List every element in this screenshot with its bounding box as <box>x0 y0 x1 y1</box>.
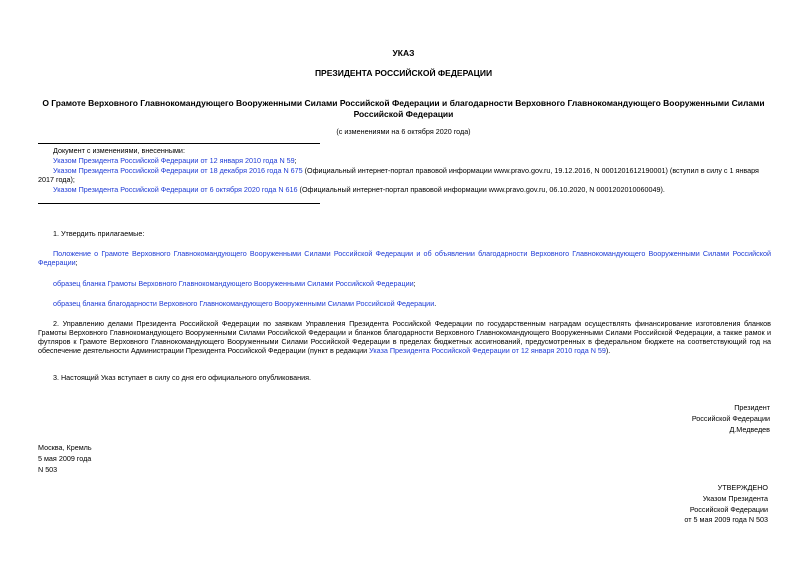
change-item <box>38 185 771 194</box>
document-subject: О Грамоте Верховного Главнокомандующего Вооруженными Силами Российской Федерации и благодарности Верховного Главнокомандующего Вооруженными Силами Российской Федерации <box>42 98 765 120</box>
paragraph-2-link[interactable]: Указа Президента Российской Федерации от 12 января 2010 года N 59 <box>369 346 606 355</box>
change-tail: (Официальный интернет-портал правовой информации www.pravo.gov.ru, 19.12.2016, N 0001201612190001) (вступил в силу с 1 января 2017 года); <box>38 166 759 184</box>
place-date-block <box>38 443 238 475</box>
change-link[interactable]: Указом Президента Российской Федерации от 12 января 2010 года N 59 <box>53 156 295 165</box>
attachment-link[interactable]: образец бланка Грамоты Верховного Главнокомандующего Вооруженными Силами Российской Федерации <box>53 279 414 288</box>
changes-block <box>38 146 771 194</box>
signature-title: Президент <box>734 403 770 412</box>
attachment-tail: ; <box>413 279 416 288</box>
document-number: N 503 <box>38 464 58 474</box>
change-tail: ; <box>294 156 297 165</box>
change-tail: (Официальный интернет-портал правовой информации www.pravo.gov.ru, 06.10.2020, N 0001202010060049). <box>297 185 665 194</box>
attachment-link[interactable]: образец бланка благодарности Верховного Главнокомандующего Вооруженными Силами Российской Федерации <box>53 299 435 308</box>
signature-block <box>560 403 770 435</box>
attachment-item <box>38 249 771 267</box>
paragraph-2-text: 2. Управлению делами Президента Российской Федерации по заявкам Управления Президента Российской Федерации по государственным наградам осуществлять финансирование изготовления бланков Грамоты Верховного Главнокомандующего Вооруженными Силами Российской Федерации и бланков благодарности Верховного Главнокомандующего Вооруженными Силами Российской Федерации, а также рамок и футляров к Грамоте Верховного Главнокомандующего Вооруженными Силами Российской Федерации в пределах бюджетных ассигнований, предусмотренных в федеральном бюджете на соответствующий год на обеспечение деятельности Администрации Президента Российской Федерации (пункт в редакции <box>38 319 771 355</box>
approval-line: Указом Президента <box>702 493 768 503</box>
attachment-item <box>53 279 771 288</box>
paragraph-2 <box>38 319 771 355</box>
changes-top-divider <box>38 143 320 144</box>
paragraph-2-tail: ). <box>605 346 611 355</box>
issuer-title: ПРЕЗИДЕНТА РОССИЙСКОЙ ФЕДЕРАЦИИ <box>314 68 493 78</box>
paragraph-3: 3. Настоящий Указ вступает в силу со дня его официального опубликования. <box>53 373 312 382</box>
signature-name: Д.Медведев <box>729 424 770 434</box>
date: 5 мая 2009 года <box>38 453 92 463</box>
attachment-tail: ; <box>75 258 78 267</box>
approval-line: Российской Федерации <box>689 504 768 514</box>
document-type-title: УКАЗ <box>392 48 415 58</box>
change-link[interactable]: Указом Президента Российской Федерации от 6 октября 2020 года N 616 <box>53 185 298 194</box>
changes-intro: Документ с изменениями, внесенными: <box>53 146 185 155</box>
signature-country: Российской Федерации <box>691 413 770 423</box>
attachment-link[interactable]: Положение о Грамоте Верховного Главнокомандующего Вооруженными Силами Российской Федерации и об объявлении благодарности Верховного Главнокомандующего Вооруженными Силами Российской Федерации <box>38 249 771 267</box>
place: Москва, Кремль <box>38 443 92 452</box>
change-link[interactable]: Указом Президента Российской Федерации от 18 декабря 2016 года N 675 <box>53 166 303 175</box>
attachment-tail: . <box>434 299 437 308</box>
changes-bottom-divider <box>38 203 320 204</box>
change-item <box>38 166 771 184</box>
approval-line: от 5 мая 2009 года N 503 <box>684 515 768 525</box>
approval-block <box>560 483 768 526</box>
paragraph-1: 1. Утвердить прилагаемые: <box>53 229 145 238</box>
approval-heading: УТВЕРЖДЕНО <box>717 483 768 492</box>
change-item <box>38 156 771 165</box>
attachment-item <box>53 299 771 308</box>
amendment-note: (с изменениями на 6 октября 2020 года) <box>336 127 471 136</box>
